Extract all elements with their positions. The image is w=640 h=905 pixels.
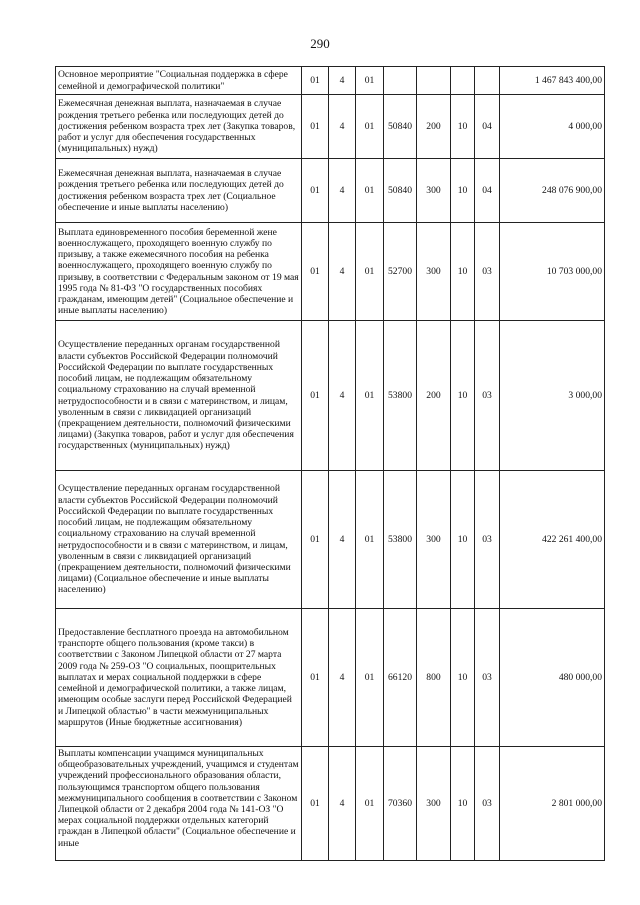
amount: 4 000,00	[500, 95, 605, 159]
subprogram-code: 4	[329, 747, 356, 861]
row-description: Предоставление бесплатного проезда на автомобильном транспорте общего пользования (кроме такси) в соответствии с Законом Липецкой области от 27 марта 2009 года № 259-ОЗ "О социальных, поощрительных выплатах и мерах социальной поддержки в сфере семейной и демографической политики, а также лицам, имеющим особые заслуги перед Российской Федерацией и Липецкой областью" в части межмуниципальных маршрутов (Иные бюджетные ассигнования)	[56, 609, 302, 747]
budget-table	[55, 66, 605, 861]
activity-code: 01	[356, 159, 384, 223]
activity-code: 01	[356, 471, 384, 609]
activity-code: 01	[356, 95, 384, 159]
section-code: 10	[451, 471, 475, 609]
row-description: Основное мероприятие "Социальная поддержка в сфере семейной и демографической политики"	[56, 67, 302, 95]
program-code: 01	[302, 95, 329, 159]
expense-type-code: 300	[417, 223, 451, 321]
subsection-code: 04	[475, 95, 500, 159]
section-code: 10	[451, 747, 475, 861]
subsection-code: 03	[475, 321, 500, 471]
subprogram-code: 4	[329, 95, 356, 159]
row-description: Ежемесячная денежная выплата, назначаемая в случае рождения третьего ребенка или последующих детей до достижения ребенком возраста трех лет (Социальное обеспечение и иные выплаты населению)	[56, 159, 302, 223]
direction-code: 50840	[384, 159, 417, 223]
page-number: 290	[310, 36, 330, 51]
expense-type-code: 300	[417, 471, 451, 609]
subprogram-code: 4	[329, 471, 356, 609]
expense-type-code: 300	[417, 747, 451, 861]
row-description: Выплата единовременного пособия беременной жене военнослужащего, проходящего военную службу по призыву, а также ежемесячного пособия на ребенка военнослужащего, проходящего военную службу по призыву, в соответствии с Федеральным законом от 19 мая 1995 года № 81-ФЗ "О государственных пособиях гражданам, имеющим детей" (Социальное обеспечение и иные выплаты населению)	[56, 223, 302, 321]
program-code: 01	[302, 747, 329, 861]
amount: 2 801 000,00	[500, 747, 605, 861]
section-code: 10	[451, 95, 475, 159]
activity-code: 01	[356, 609, 384, 747]
activity-code: 01	[356, 747, 384, 861]
direction-code: 66120	[384, 609, 417, 747]
table-row	[56, 95, 605, 159]
program-code: 01	[302, 609, 329, 747]
subprogram-code: 4	[329, 223, 356, 321]
amount: 248 076 900,00	[500, 159, 605, 223]
table-row	[56, 223, 605, 321]
row-description: Выплаты компенсации учащимся муниципальных общеобразовательных учреждений, учащимся и студентам учреждений профессионального образования области, пользующимся транспортом общего пользования межмуниципального сообщения в соответствии с Законом Липецкой области от 2 декабря 2004 года № 141-ОЗ "О мерах социальной поддержки отдельных категорий граждан в Липецкой области" (Социальное обеспечение и иные	[56, 747, 302, 861]
program-code: 01	[302, 223, 329, 321]
subsection-code: 03	[475, 747, 500, 861]
expense-type-code: 300	[417, 159, 451, 223]
activity-code: 01	[356, 223, 384, 321]
amount: 422 261 400,00	[500, 471, 605, 609]
section-code: 10	[451, 223, 475, 321]
activity-code: 01	[356, 321, 384, 471]
row-description: Ежемесячная денежная выплата, назначаемая в случае рождения третьего ребенка или последующих детей до достижения ребенком возраста трех лет (Закупка товаров, работ и услуг для обеспечения государственных (муниципальных) нужд)	[56, 95, 302, 159]
row-description: Осуществление переданных органам государственной власти субъектов Российской Федерации полномочий Российской Федерации по выплате государственных пособий лицам, не подлежащим обязательному социальному страхованию на случай временной нетрудоспособности и в связи с материнством, и лицам, уволенным в связи с ликвидацией организаций (прекращением деятельности, полномочий физическими лицами) (Социальное обеспечение и иные выплаты населению)	[56, 471, 302, 609]
expense-type-code: 800	[417, 609, 451, 747]
amount: 1 467 843 400,00	[500, 67, 605, 95]
table-row	[56, 747, 605, 861]
table-row	[56, 67, 605, 95]
section-code: 10	[451, 609, 475, 747]
subsection-code: 03	[475, 609, 500, 747]
subprogram-code: 4	[329, 321, 356, 471]
subsection-code	[475, 67, 500, 95]
direction-code: 53800	[384, 471, 417, 609]
expense-type-code: 200	[417, 321, 451, 471]
subprogram-code: 4	[329, 159, 356, 223]
expense-type-code	[417, 67, 451, 95]
subprogram-code: 4	[329, 67, 356, 95]
table-row	[56, 159, 605, 223]
program-code: 01	[302, 159, 329, 223]
expense-type-code: 200	[417, 95, 451, 159]
row-description: Осуществление переданных органам государственной власти субъектов Российской Федерации полномочий Российской Федерации по выплате государственных пособий лицам, не подлежащим обязательному социальному страхованию на случай временной нетрудоспособности и в связи с материнством, и лицам, уволенным в связи с ликвидацией организаций (прекращением деятельности, полномочий физическими лицами) (Закупка товаров, работ и услуг для обеспечения государственных (муниципальных) нужд)	[56, 321, 302, 471]
subsection-code: 03	[475, 471, 500, 609]
activity-code: 01	[356, 67, 384, 95]
section-code: 10	[451, 321, 475, 471]
direction-code: 52700	[384, 223, 417, 321]
direction-code: 53800	[384, 321, 417, 471]
table-row	[56, 609, 605, 747]
section-code	[451, 67, 475, 95]
program-code: 01	[302, 471, 329, 609]
subsection-code: 04	[475, 159, 500, 223]
amount: 10 703 000,00	[500, 223, 605, 321]
direction-code: 50840	[384, 95, 417, 159]
amount: 480 000,00	[500, 609, 605, 747]
section-code: 10	[451, 159, 475, 223]
subsection-code: 03	[475, 223, 500, 321]
table-row	[56, 321, 605, 471]
direction-code: 70360	[384, 747, 417, 861]
program-code: 01	[302, 67, 329, 95]
table-row	[56, 471, 605, 609]
program-code: 01	[302, 321, 329, 471]
direction-code	[384, 67, 417, 95]
subprogram-code: 4	[329, 609, 356, 747]
amount: 3 000,00	[500, 321, 605, 471]
